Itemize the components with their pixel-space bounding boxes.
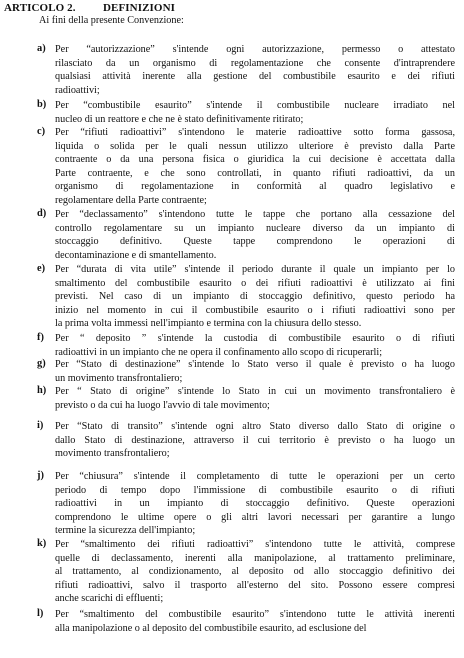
definition-line: Per “Stato di destinazione” s'intende lo Stato verso il quale è previsto o ha luogo	[55, 359, 455, 370]
definition-text	[55, 99, 455, 126]
definition-letter: i)	[37, 420, 44, 431]
definition-line: regolamentare della Parte contraente;	[55, 194, 207, 206]
definition-line: previsti. Nel caso di un impianto di stoccaggio definitivo, questo periodo ha	[55, 291, 455, 303]
definition-text	[55, 43, 455, 97]
definition-line: Per “Stato di transito” s'intende ogni altro Stato diverso dallo Stato di origine o	[55, 421, 455, 432]
definition-text	[55, 126, 455, 208]
definition-line: alla manipolazione o al deposito del combustibile esaurito, ad esclusione del	[55, 622, 367, 634]
definition-line: previsto o da cui ha luogo l'avvio di tale movimento;	[55, 399, 270, 411]
definition-text	[55, 358, 455, 385]
definition-text	[55, 263, 455, 331]
definition-line: Per “durata di vita utile” s'intende il periodo durante il quale un impianto per lo	[55, 264, 455, 275]
article-title: DEFINIZIONI	[103, 2, 176, 14]
definition-line: al trattamento, al condizionamento, al deposito od allo stoccaggio definitivo dei	[55, 566, 455, 578]
definition-line: la prima volta immessi nell'impianto e termina con la chiusura dello stesso.	[55, 318, 362, 330]
definition-line: anche scarichi di effluenti;	[55, 593, 164, 605]
definition-line: Per “smaltimento dei rifiuti radioattivi” s'intendono tutte le attività, comprese	[55, 539, 455, 550]
definition-letter: k)	[37, 538, 47, 549]
definition-text	[55, 385, 455, 412]
definition-line: dallo Stato di destinazione, attraverso il cui territorio è previsto o ha luogo un	[55, 434, 455, 446]
definition-letter: l)	[37, 608, 44, 619]
definition-line: Per “ deposito ” s'intende la custodia di combustibile esaurito o di rifiuti	[55, 333, 455, 344]
definition-text	[55, 208, 455, 262]
definition-line: periodo di tempo dopo l'immissione di combustibile esaurito o di rifiuti	[55, 484, 455, 496]
definition-text	[55, 608, 455, 635]
definition-letter: d)	[37, 208, 47, 219]
definition-letter: j)	[37, 470, 44, 481]
definition-line: radioattivi;	[55, 84, 100, 96]
definition-line: un movimento transfrontaliero;	[55, 372, 183, 384]
definition-line: comprendono le ultime opere o gli altri lavori necessari per garantire a lungo	[55, 511, 455, 523]
definition-line: quelle di declassamento, inerenti alla manipolazione, al trattamento preliminare,	[55, 552, 455, 564]
definition-letter: g)	[37, 358, 46, 369]
definition-line: qualsiasi attività inerente alla gestione del combustibile esaurito e dei rifiuti	[55, 71, 455, 83]
definition-line: inizio nel momento in cui il combustibile esaurito o i rifiuti radioattivi sono per	[55, 304, 455, 316]
article-number: ARTICOLO 2.	[4, 2, 76, 14]
intro-text: Ai fini della presente Convenzione:	[39, 15, 184, 26]
definition-text	[55, 470, 455, 538]
definition-line: Per “autorizzazione” s'intende ogni autorizzazione, permesso o attestato	[55, 44, 455, 55]
definition-line: rifiuti radioattivi, salvo il trasporto all'esterno del sito. Possono essere compresi	[55, 579, 455, 591]
definition-line: radioattivi in un impianto che ne opera il confinamento allo scopo di ricuperarli;	[55, 346, 383, 358]
definition-line: rilasciato da un organismo di regolamentazione che consente d'intraprendere	[55, 57, 455, 69]
definition-line: termine la sicurezza dell'impianto;	[55, 525, 196, 537]
definition-line: smaltimento del combustibile esaurito o dei rifiuti radioattivi è utilizzato ai fini	[55, 277, 455, 289]
definition-letter: c)	[37, 126, 46, 137]
definition-line: decontaminazione e di smantellamento.	[55, 249, 217, 261]
definition-line: Parte contraente, e che sono controllati, in quanto rifiuti radioattivi, da un	[55, 167, 455, 179]
definition-line: Per “smaltimento del combustibile esaurito” s'intendono tutte le attività inerenti	[55, 609, 455, 620]
definition-text	[55, 332, 455, 359]
definition-letter: b)	[37, 99, 47, 110]
definition-line: radioattivi in un impianto di stoccaggio definitivo. Queste operazioni	[55, 498, 455, 510]
definition-line: organismo di regolamentazione in conformità al quadro legislativo e	[55, 181, 455, 193]
definition-line: Per “ Stato di origine” s'intende lo Stato in cui un movimento transfrontaliero è	[55, 386, 455, 397]
definition-line: Per “combustibile esaurito” s'intende il combustibile nucleare irradiato nel	[55, 100, 455, 111]
definition-letter: a)	[37, 43, 46, 54]
definition-line: nucleo di un reattore e che ne è stato definitivamente ritirato;	[55, 113, 304, 125]
definition-letter: f)	[37, 332, 44, 343]
definition-letter: e)	[37, 263, 46, 274]
definition-line: Per “declassamento” s'intendono tutte le tappe che portano alla cessazione del	[55, 209, 455, 220]
definition-letter: h)	[37, 385, 47, 396]
definition-line: Per “chiusura” s'intende il completamento di tutte le operazioni per un certo	[55, 471, 455, 482]
definition-line: liquida o solida per le quali nessun utilizzo ulteriore è previsto dalla Parte	[55, 140, 455, 152]
definition-line: controllo regolamentare su un impianto nucleare diverso da un impianto di	[55, 222, 455, 234]
definition-line: contraente o da una persona fisica o giuridica la cui decisione è accettata dalla	[55, 154, 455, 166]
article-heading	[4, 2, 175, 14]
definition-text	[55, 538, 455, 606]
definition-line: movimento transfrontaliero;	[55, 448, 170, 460]
definition-line: Per “rifiuti radioattivi” s'intendono le materie radioattive sotto forma gassosa,	[55, 127, 455, 138]
definition-line: stoccaggio definitivo. Queste tappe comprendono le operazioni di	[55, 236, 455, 248]
definition-text	[55, 420, 455, 461]
